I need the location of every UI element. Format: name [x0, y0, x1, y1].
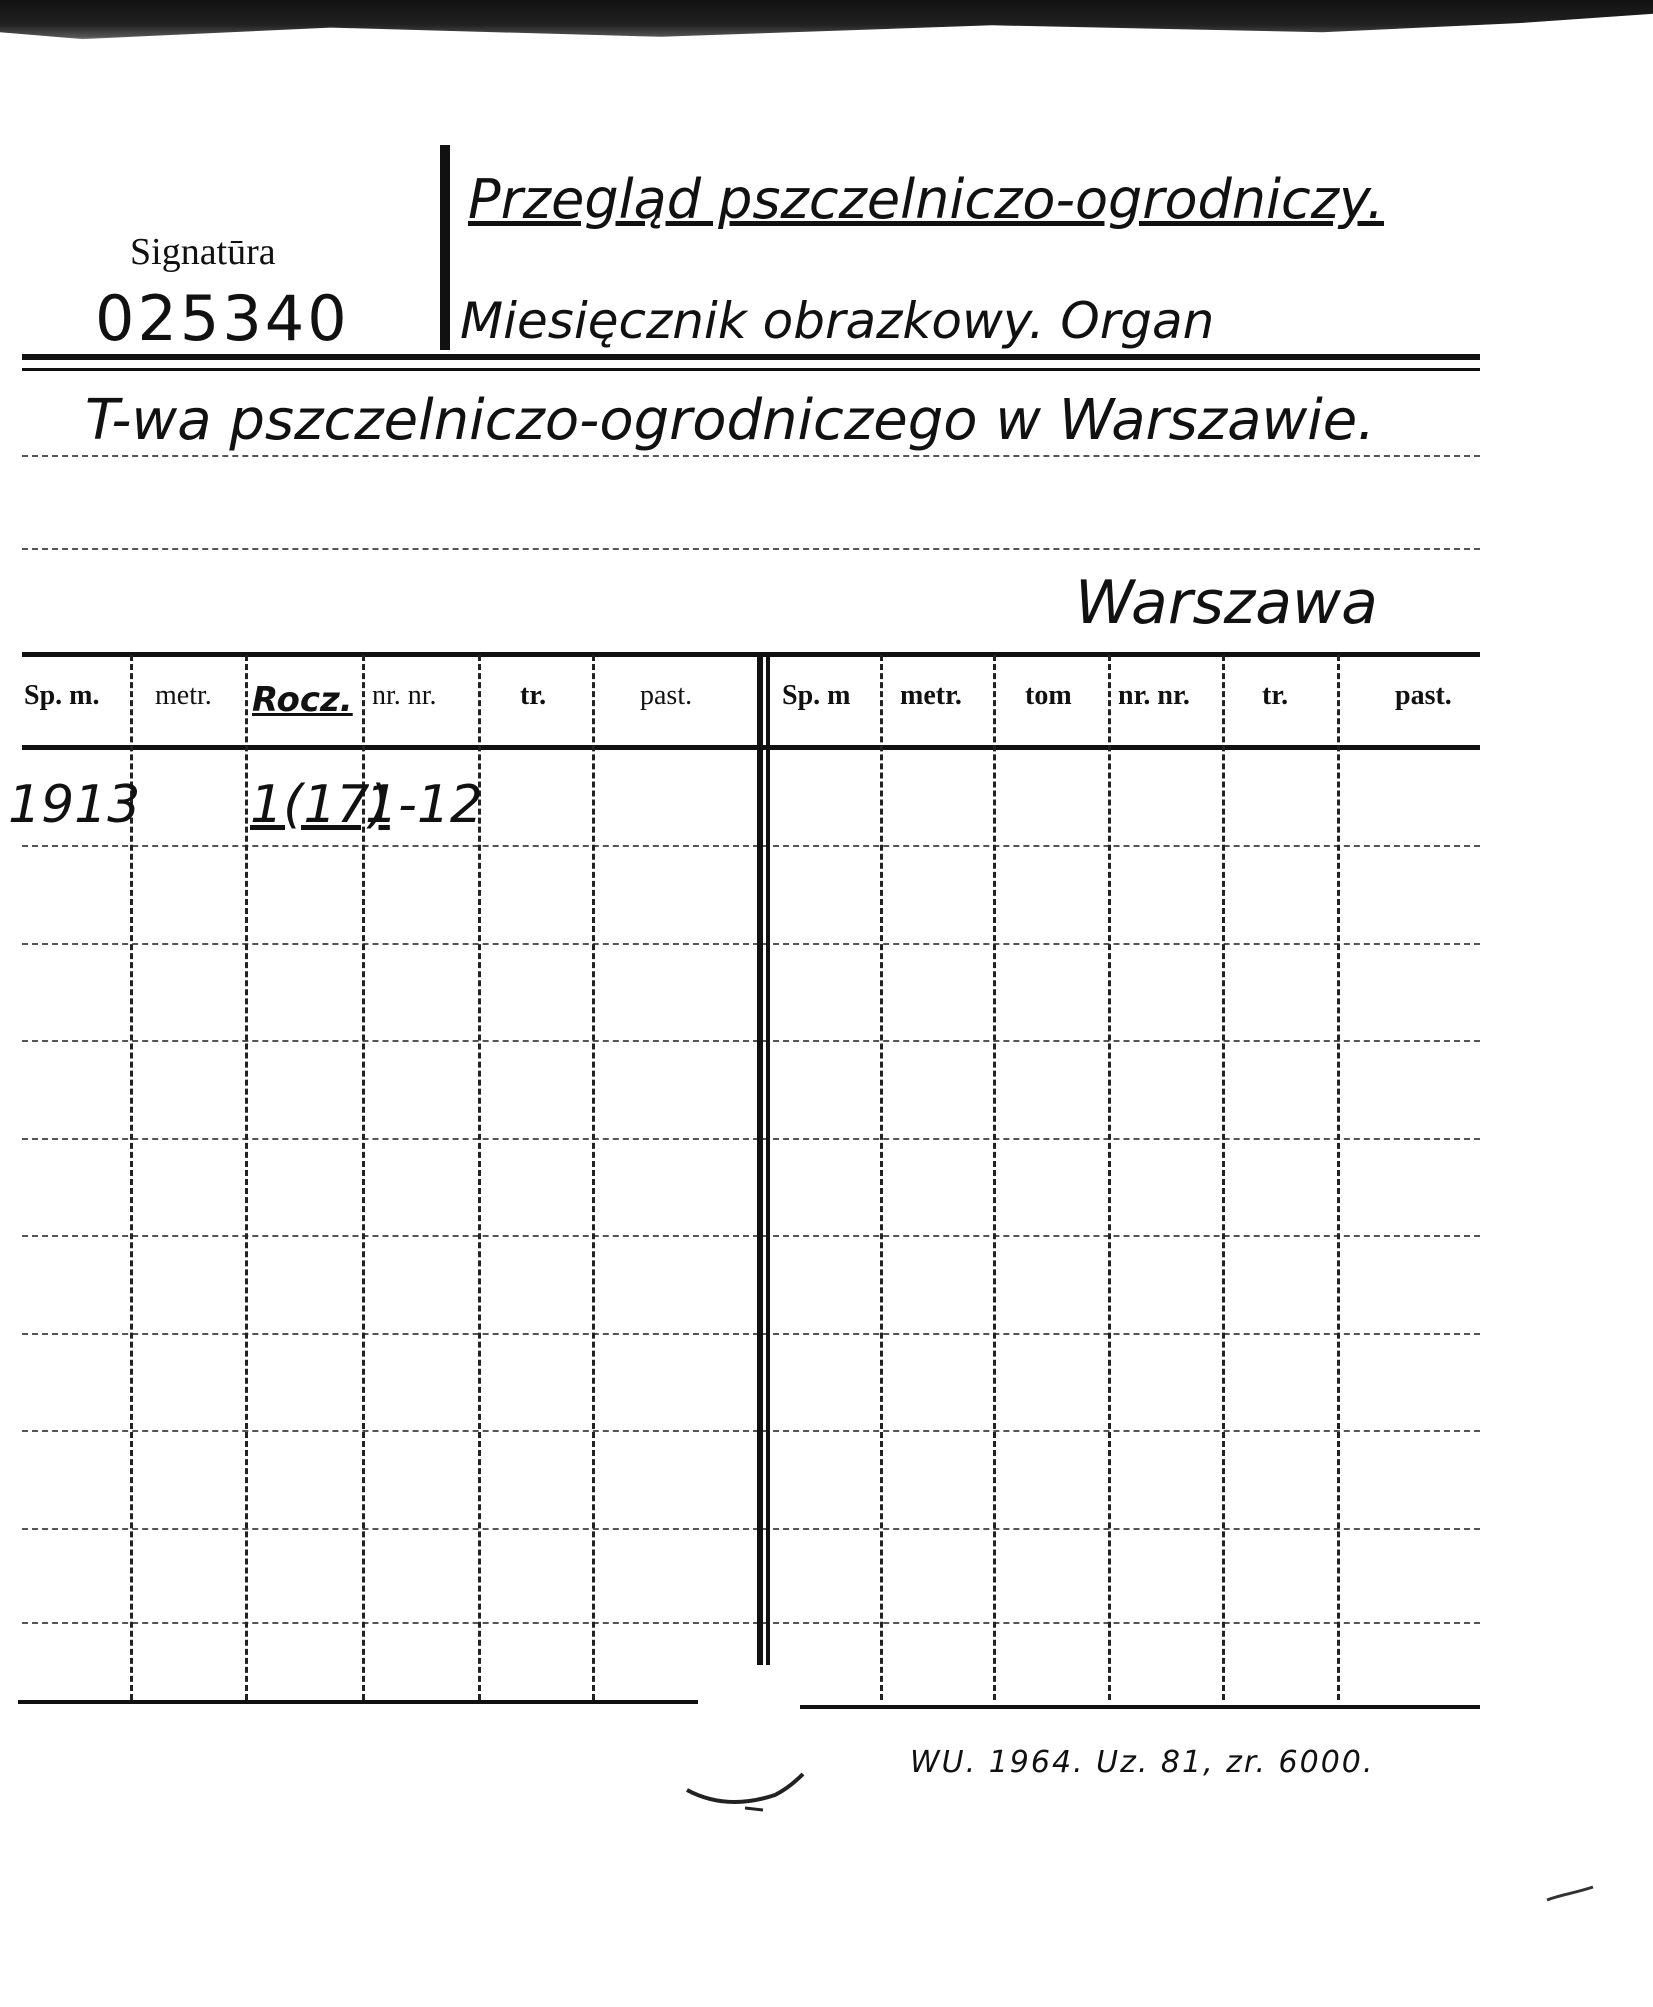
cell-rocz: 1(17): [250, 775, 390, 835]
header-left-tr: tr.: [520, 680, 547, 711]
cell-sp-m: 1913: [8, 775, 141, 835]
title-line-1: Przegląd pszczelniczo-ogrodniczy.: [468, 168, 1384, 231]
column-line: [1337, 655, 1340, 1700]
row-line: [22, 1040, 1480, 1042]
place-name: Warszawa: [1075, 568, 1378, 638]
center-divider-2: [766, 655, 770, 1665]
header-left-metr: metr.: [155, 680, 212, 711]
header-left-nr-nr: nr. nr.: [372, 680, 437, 711]
header-left-sp-m: Sp. m.: [24, 680, 100, 711]
column-line: [993, 655, 996, 1700]
center-divider: [757, 655, 763, 1665]
header-right-nr-nr: nr. nr.: [1118, 680, 1190, 711]
table-header-rule: [22, 745, 1480, 750]
table-top-rule: [22, 652, 1480, 657]
title-line-3: T-wa pszczelniczo-ogrodniczego w Warszawie.: [85, 388, 1376, 453]
footer-print-note: WU. 1964. Uz. 81, zr. 6000.: [910, 1745, 1375, 1780]
row-line: [22, 1528, 1480, 1530]
column-line: [1222, 655, 1225, 1700]
row-line: [22, 1430, 1480, 1432]
table-bottom-rule-right: [800, 1705, 1480, 1709]
title-divider: [440, 145, 450, 350]
header-left-rocz: Rocz.: [252, 680, 353, 720]
row-line: [22, 1235, 1480, 1237]
cell-nr-nr: 1-12: [365, 775, 484, 835]
header-left-past: past.: [640, 680, 693, 711]
column-line: [245, 655, 248, 1700]
title-line-2: Miesięcznik obrazkowy. Organ: [460, 292, 1215, 350]
dashed-rule-2: [22, 548, 1480, 550]
dashed-rule-1: [22, 455, 1480, 457]
title-rule-2: [22, 368, 1480, 371]
header-right-tom: tom: [1025, 680, 1072, 711]
header-right-tr: tr.: [1262, 680, 1289, 711]
row-line: [22, 845, 1480, 847]
header-right-metr: metr.: [900, 680, 962, 711]
row-line: [22, 1138, 1480, 1140]
column-line: [592, 655, 595, 1700]
row-line: [22, 943, 1480, 945]
table-bottom-rule: [18, 1700, 698, 1704]
title-rule: [22, 354, 1480, 360]
column-line: [880, 655, 883, 1700]
signature-label: Signatūra: [130, 231, 276, 273]
scan-mark-corner: [1545, 1885, 1595, 1905]
header-right-sp-m: Sp. m: [782, 680, 851, 711]
column-line: [1108, 655, 1111, 1700]
row-line: [22, 1333, 1480, 1335]
row-line: [22, 1622, 1480, 1624]
header-right-past: past.: [1395, 680, 1452, 711]
scan-mark: [685, 1770, 805, 1820]
signature-number: 025340: [95, 282, 350, 355]
scan-edge-shadow: [0, 0, 1653, 46]
